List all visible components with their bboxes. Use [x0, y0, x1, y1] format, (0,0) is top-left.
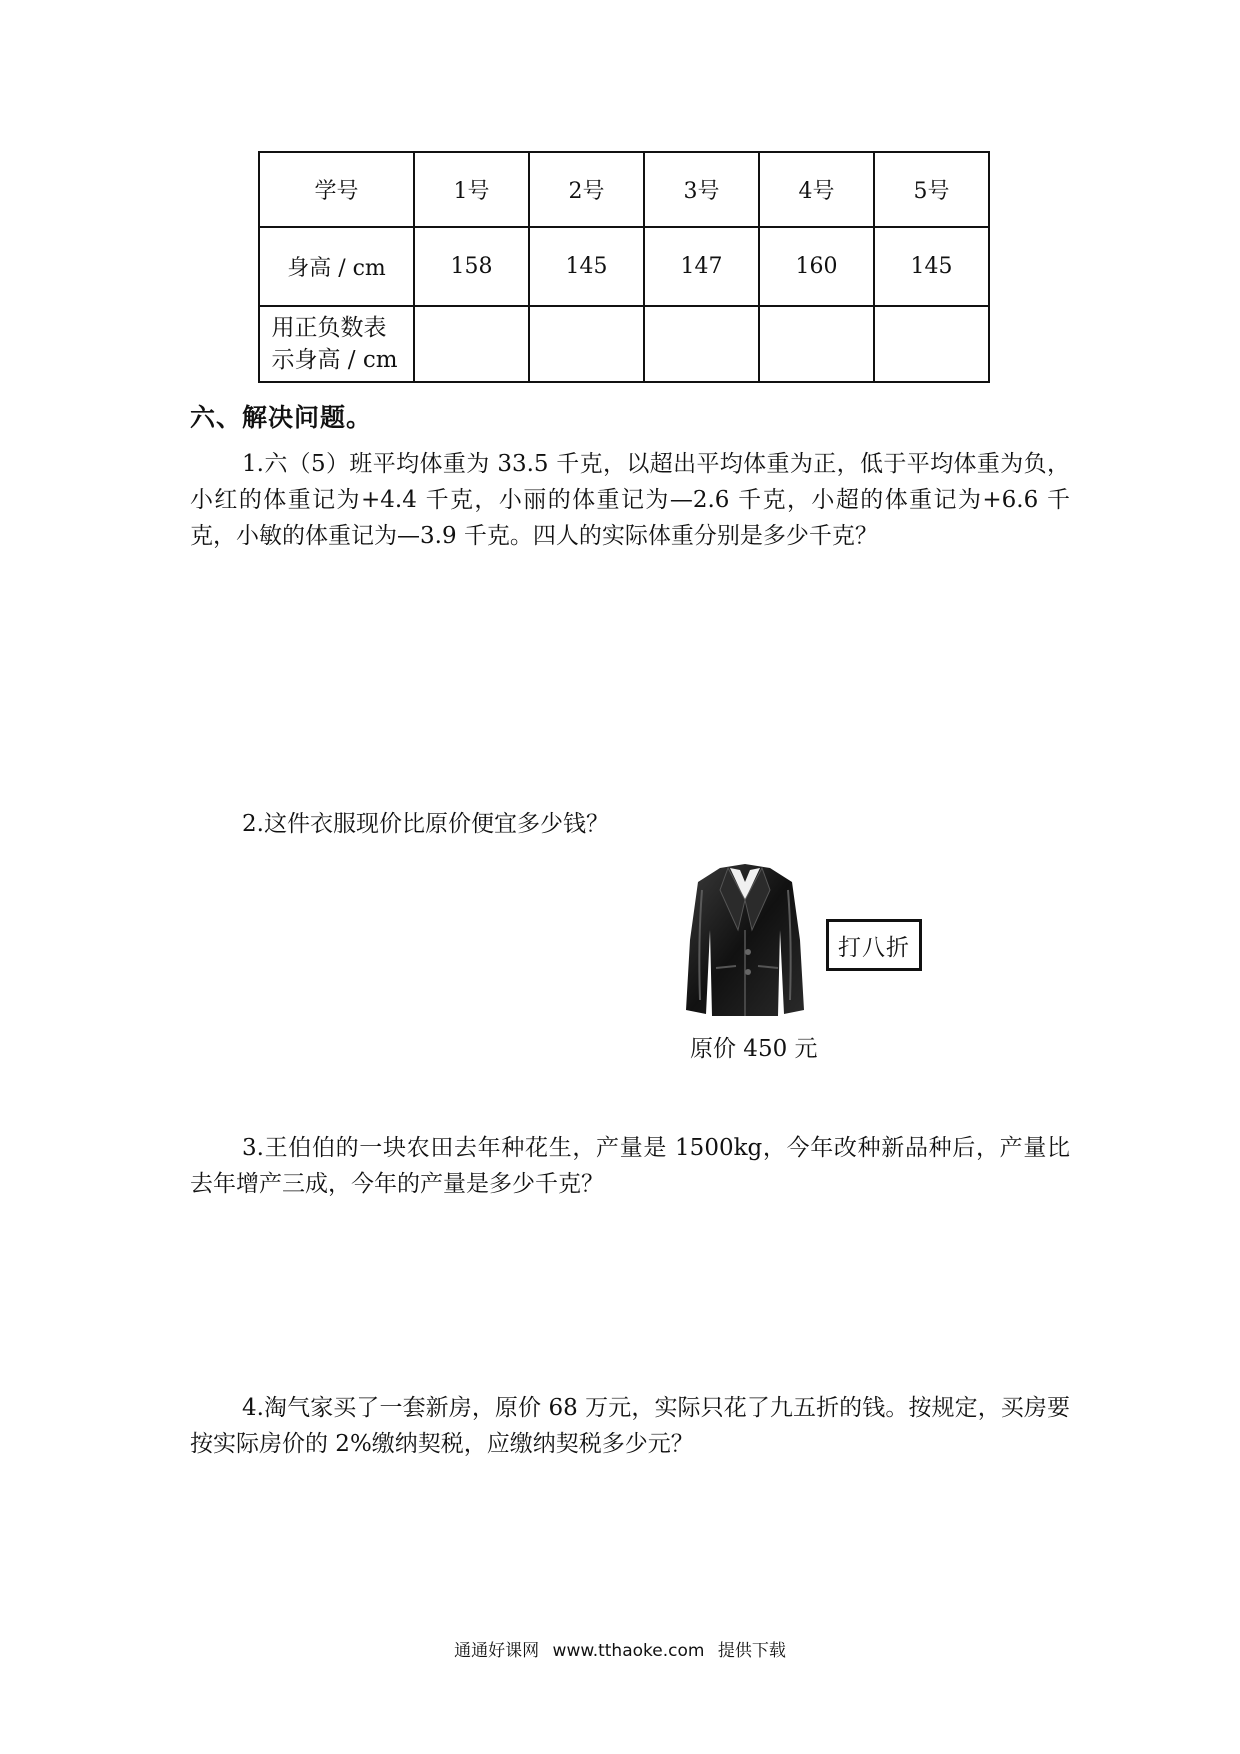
problem-3: [190, 1130, 1070, 1202]
section-title: 六、解决问题。: [190, 403, 373, 432]
table-row: [259, 227, 989, 306]
table-header-cell: 学号: [259, 152, 414, 227]
table-header-cell: 5号: [874, 152, 989, 227]
height-table: [258, 151, 990, 383]
answer-cell[interactable]: [759, 306, 874, 382]
table-row: [259, 152, 989, 227]
original-price-label: 原价 450 元: [690, 1036, 818, 1062]
discount-badge: 打八折: [826, 919, 922, 971]
answer-cell[interactable]: [644, 306, 759, 382]
table-cell: 158: [414, 227, 529, 306]
footer: [0, 1636, 1240, 1661]
table-row-label: [259, 306, 414, 382]
footer-site-name: 通通好课网: [454, 1641, 540, 1661]
problem-text: 4.淘气家买了一套新房，原价 68 万元，实际只花了九五折的钱。按规定，买房要按实际房价的 2%缴纳契税，应缴纳契税多少元？: [190, 1395, 1070, 1457]
table-header-cell: 3号: [644, 152, 759, 227]
problem-text: 1.六（5）班平均体重为 33.5 千克，以超出平均体重为正，低于平均体重为负，小红的体重记为+4.4 千克，小丽的体重记为—2.6 千克，小超的体重记为+6.6 千克，小敏的体重记为—3.9 千克。四人的实际体重分别是多少千克？: [190, 451, 1070, 549]
table-cell: 160: [759, 227, 874, 306]
problem-text: 3.王伯伯的一块农田去年种花生，产量是 1500kg，今年改种新品种后，产量比去年增产三成，今年的产量是多少千克？: [190, 1135, 1070, 1197]
table-cell: 145: [874, 227, 989, 306]
problem-text: 2.这件衣服现价比原价便宜多少钱？: [242, 811, 609, 837]
table-header-cell: 2号: [529, 152, 644, 227]
signed-label-line1: 用正负数表: [271, 315, 387, 341]
table-cell: 145: [529, 227, 644, 306]
problem-4: [190, 1390, 1070, 1462]
table-row-label: 身高 / cm: [259, 227, 414, 306]
footer-url[interactable]: www.tthaoke.com: [552, 1641, 705, 1661]
answer-cell[interactable]: [529, 306, 644, 382]
jacket-icon: [680, 860, 810, 1020]
answer-cell[interactable]: [874, 306, 989, 382]
footer-suffix: 提供下载: [717, 1641, 786, 1661]
problem-1: [190, 446, 1070, 554]
table-header-cell: 1号: [414, 152, 529, 227]
table-cell: 147: [644, 227, 759, 306]
answer-cell[interactable]: [414, 306, 529, 382]
table-row: [259, 306, 989, 382]
table-header-cell: 4号: [759, 152, 874, 227]
signed-label-line2: 示身高 / cm: [271, 347, 398, 373]
problem-2: [190, 806, 1070, 842]
